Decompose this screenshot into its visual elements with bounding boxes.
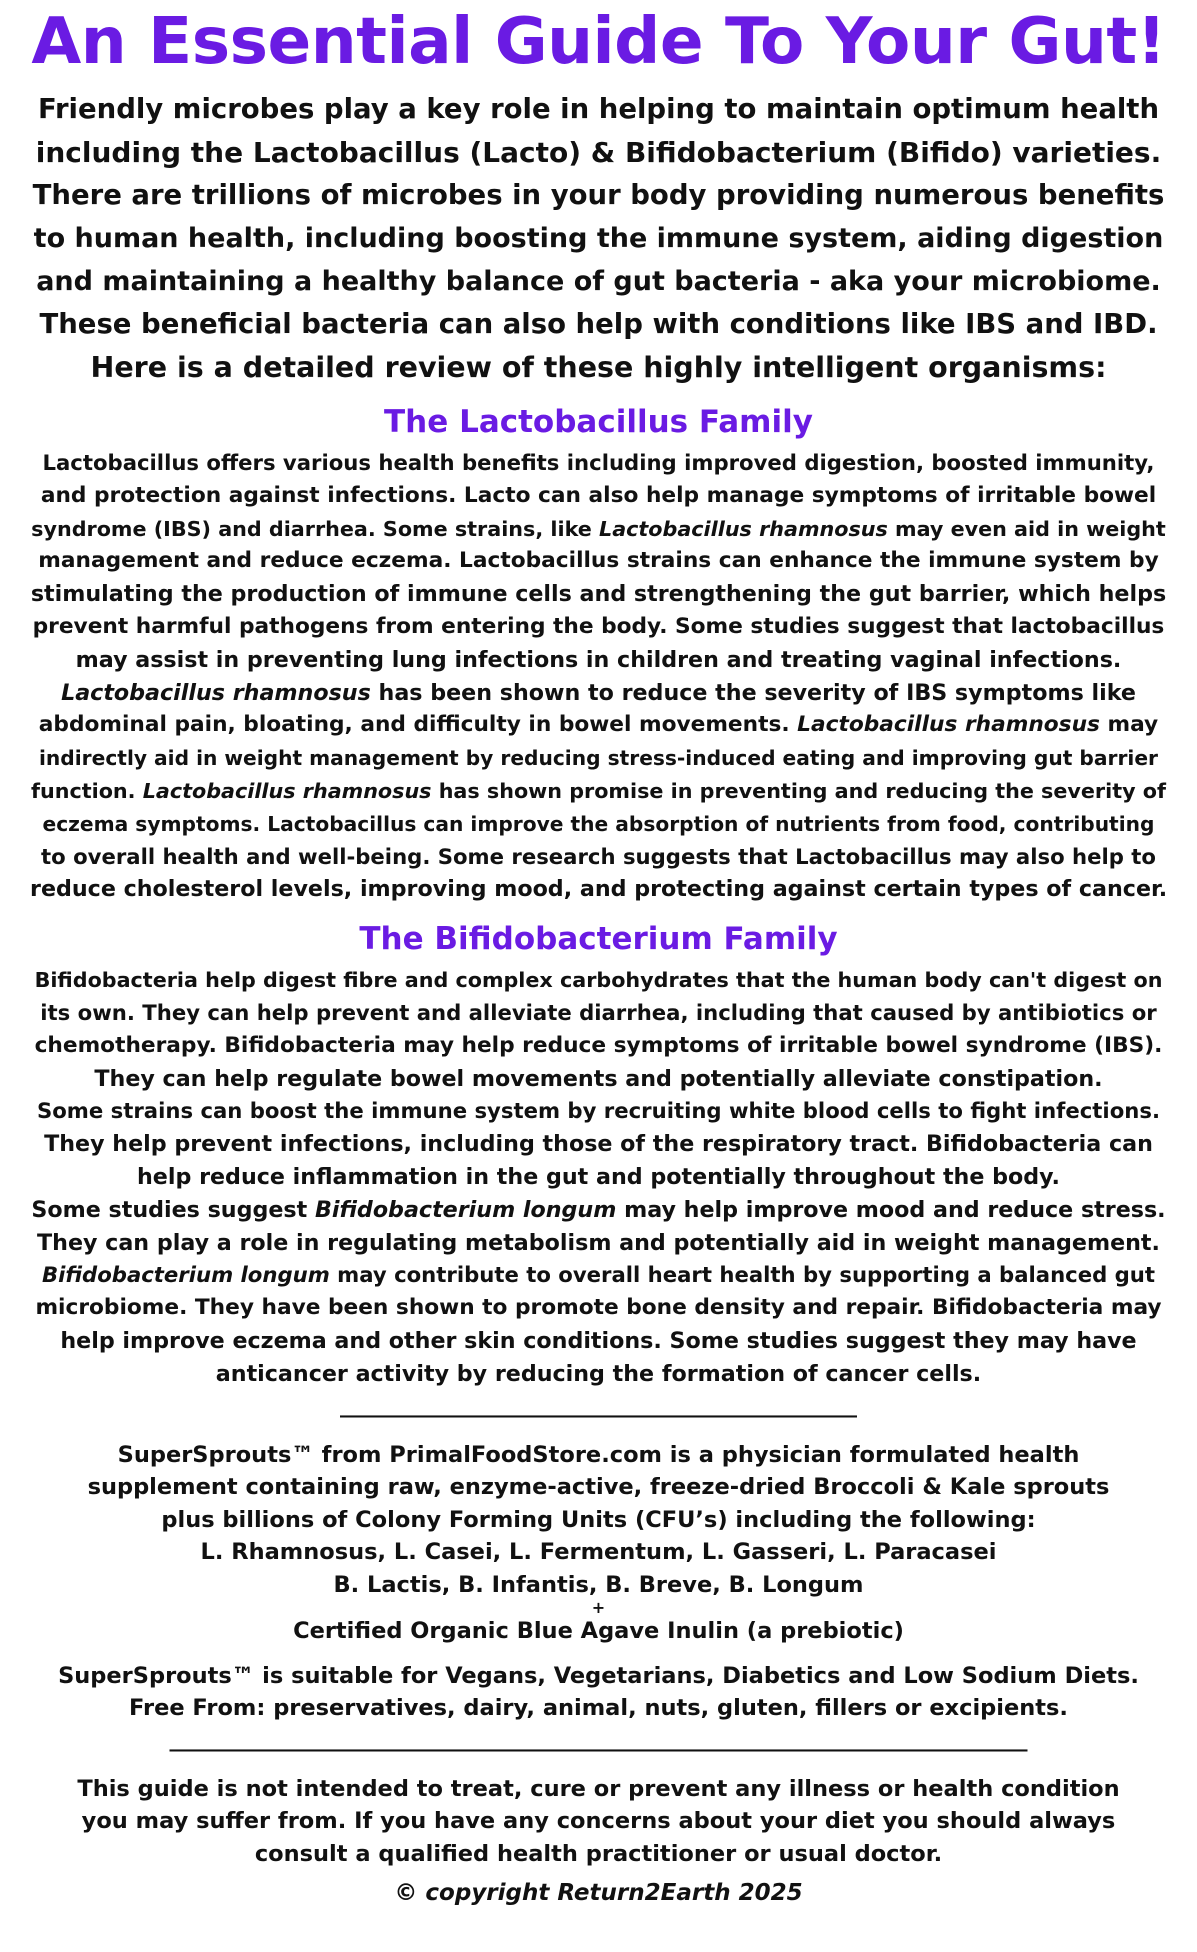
lactobacillus-section xyxy=(30,447,1167,906)
text-line: microbiome. They have been shown to promote bone density and repair. Bifidobacteria may xyxy=(35,1295,1162,1321)
spacer xyxy=(30,1648,1167,1660)
text-line: anticancer activity by reducing the formation of cancer cells. xyxy=(215,1360,982,1387)
suitable-line: SuperSprouts™ is suitable for Vegans, Vegetarians, Diabetics and Low Sodium Diets. xyxy=(58,1662,1139,1689)
disclaimer xyxy=(30,1773,1167,1871)
intro-line: Friendly microbes play a key role in helping to maintain optimum health xyxy=(37,93,1160,125)
product-section xyxy=(30,1439,1167,1725)
bifidobacterium-paragraph xyxy=(30,964,1167,1390)
bifidobacterium-heading: The Bifidobacterium Family xyxy=(359,921,838,958)
divider-long: ______________________________________________________________________________ xyxy=(169,1726,1028,1752)
disclaimer-line: you may suffer from. If you have any concerns about your diet you should always xyxy=(81,1808,1116,1835)
species-name: Lactobacillus rhamnosus xyxy=(61,679,371,706)
text-line: reduce cholesterol levels, improving mood, and protecting against certain types of cancer. xyxy=(30,876,1168,903)
text-line: help reduce inflammation in the gut and potentially throughout the body. xyxy=(137,1163,1060,1190)
text-run: may even aid in weight xyxy=(887,516,1166,541)
spacer xyxy=(30,1421,1167,1439)
free-from-line: Free From: preservatives, dairy, animal, nuts, gluten, fillers or excipients. xyxy=(129,1695,1068,1722)
text-line: stimulating the production of immune cells and strengthening the gut barrier, which helps xyxy=(30,581,1167,608)
copyright-notice: © copyright Return2Earth 2025 xyxy=(394,1880,803,1907)
text-line: its own. They can help prevent and alleviate diarrhea, including that caused by antibiotics or xyxy=(40,999,1157,1025)
text-line: help improve eczema and other skin conditions. Some studies suggest they may have xyxy=(60,1327,1137,1354)
text-line xyxy=(30,1259,1167,1292)
species-name: Lactobacillus rhamnosus xyxy=(142,778,432,803)
divider-short: _______________________________________________ xyxy=(340,1392,857,1418)
text-line: Bifidobacteria help digest fibre and complex carbohydrates that the human body can't digest on xyxy=(34,968,1163,993)
text-line: They can help regulate bowel movements and potentially alleviate constipation. xyxy=(94,1065,1103,1092)
text-run: function. xyxy=(31,778,143,803)
lactobacillus-paragraph xyxy=(30,447,1167,906)
species-name: Lactobacillus rhamnosus xyxy=(797,712,1100,738)
inulin-line: Certified Organic Blue Agave Inulin (a prebiotic) xyxy=(293,1618,904,1645)
text-line: Some strains can boost the immune system by recruiting white blood cells to fight infections. xyxy=(36,1098,1160,1124)
text-line: prevent harmful pathogens from entering the body. Some studies suggest that lactobacillus xyxy=(32,613,1165,639)
text-run: Some studies suggest xyxy=(31,1196,315,1223)
text-line: They can play a role in regulating metabolism and potentially aid in weight management. xyxy=(37,1229,1160,1256)
strain-list: L. Rhamnosus, L. Casei, L. Fermentum, L. Gasseri, L. Paracasei xyxy=(200,1539,997,1566)
text-line: and protection against infections. Lacto can also help manage symptoms of irritable bowel xyxy=(40,482,1157,508)
species-name: Lactobacillus rhamnosus xyxy=(599,516,888,541)
intro-line: These beneficial bacteria can also help with conditions like IBS and IBD. xyxy=(39,308,1158,340)
text-run: may xyxy=(1099,712,1159,738)
text-line: Lactobacillus offers various health benefits including improved digestion, boosted immunity, xyxy=(42,450,1155,475)
spacer xyxy=(30,1755,1167,1773)
product-line: plus billions of Colony Forming Units (CFU’s) including the following: xyxy=(161,1506,1036,1533)
strain-list: B. Lactis, B. Infantis, B. Breve, B. Longum xyxy=(333,1571,864,1598)
text-line xyxy=(30,513,1167,546)
disclaimer-line: consult a qualified health practitioner or usual doctor. xyxy=(254,1840,943,1867)
text-line: management and reduce eczema. Lactobacillus strains can enhance the immune system by xyxy=(38,548,1159,574)
text-line: chemotherapy. Bifidobacteria may help reduce symptoms of irritable bowel syndrome (IBS). xyxy=(34,1032,1163,1058)
text-line: indirectly aid in weight management by reducing stress-induced eating and improving gut barrier xyxy=(39,746,1158,771)
text-run: has shown promise in preventing and reducing the severity of xyxy=(431,778,1166,803)
text-run: syndrome (IBS) and diarrhea. Some strains, like xyxy=(31,516,600,541)
text-run: may contribute to overall heart health by supporting a balanced gut xyxy=(329,1262,1156,1288)
text-run: has been shown to reduce the severity of IBS symptoms like xyxy=(370,679,1136,706)
species-name: Bifidobacterium longum xyxy=(41,1262,330,1288)
text-line xyxy=(30,709,1167,742)
page-title: An Essential Guide To Your Gut! xyxy=(31,4,1166,79)
text-line: They help prevent infections, including those of the respiratory tract. Bifidobacteria can xyxy=(44,1131,1153,1158)
intro-line: There are trillions of microbes in your body providing numerous benefits xyxy=(32,179,1165,211)
text-line: may assist in preventing lung infections in children and treating vaginal infections. xyxy=(75,646,1122,673)
text-line xyxy=(30,677,1167,710)
intro-line: and maintaining a healthy balance of gut bacteria - aka your microbiome. xyxy=(36,266,1161,297)
text-run: abdominal pain, bloating, and difficulty in bowel movements. xyxy=(38,712,798,738)
text-line xyxy=(30,1194,1167,1227)
lactobacillus-heading: The Lactobacillus Family xyxy=(384,404,813,440)
plus-sign: + xyxy=(591,1598,606,1618)
text-line xyxy=(30,775,1167,808)
product-line: SuperSprouts™ from PrimalFoodStore.com is a physician formulated health xyxy=(117,1441,1080,1468)
intro-line: Here is a detailed review of these highly intelligent organisms: xyxy=(90,351,1107,384)
text-line: to overall health and well-being. Some research suggests that Lactobacillus may also help to xyxy=(41,843,1156,869)
intro-paragraph xyxy=(30,88,1167,389)
text-line: eczema symptoms. Lactobacillus can improve the absorption of nutrients from food, contributing xyxy=(42,811,1155,836)
species-name: Bifidobacterium longum xyxy=(314,1196,617,1223)
text-run: may help improve mood and reduce stress. xyxy=(616,1196,1166,1223)
product-line: supplement containing raw, enzyme-active, freeze-dried Broccoli & Kale sprouts xyxy=(87,1474,1110,1501)
intro-line: including the Lactobacillus (Lacto) & Bifidobacterium (Bifido) varieties. xyxy=(35,136,1162,169)
intro-line: to human health, including boosting the immune system, aiding digestion xyxy=(33,223,1164,254)
bifidobacterium-section xyxy=(30,964,1167,1390)
disclaimer-line: This guide is not intended to treat, cure or prevent any illness or health condition xyxy=(77,1775,1120,1802)
